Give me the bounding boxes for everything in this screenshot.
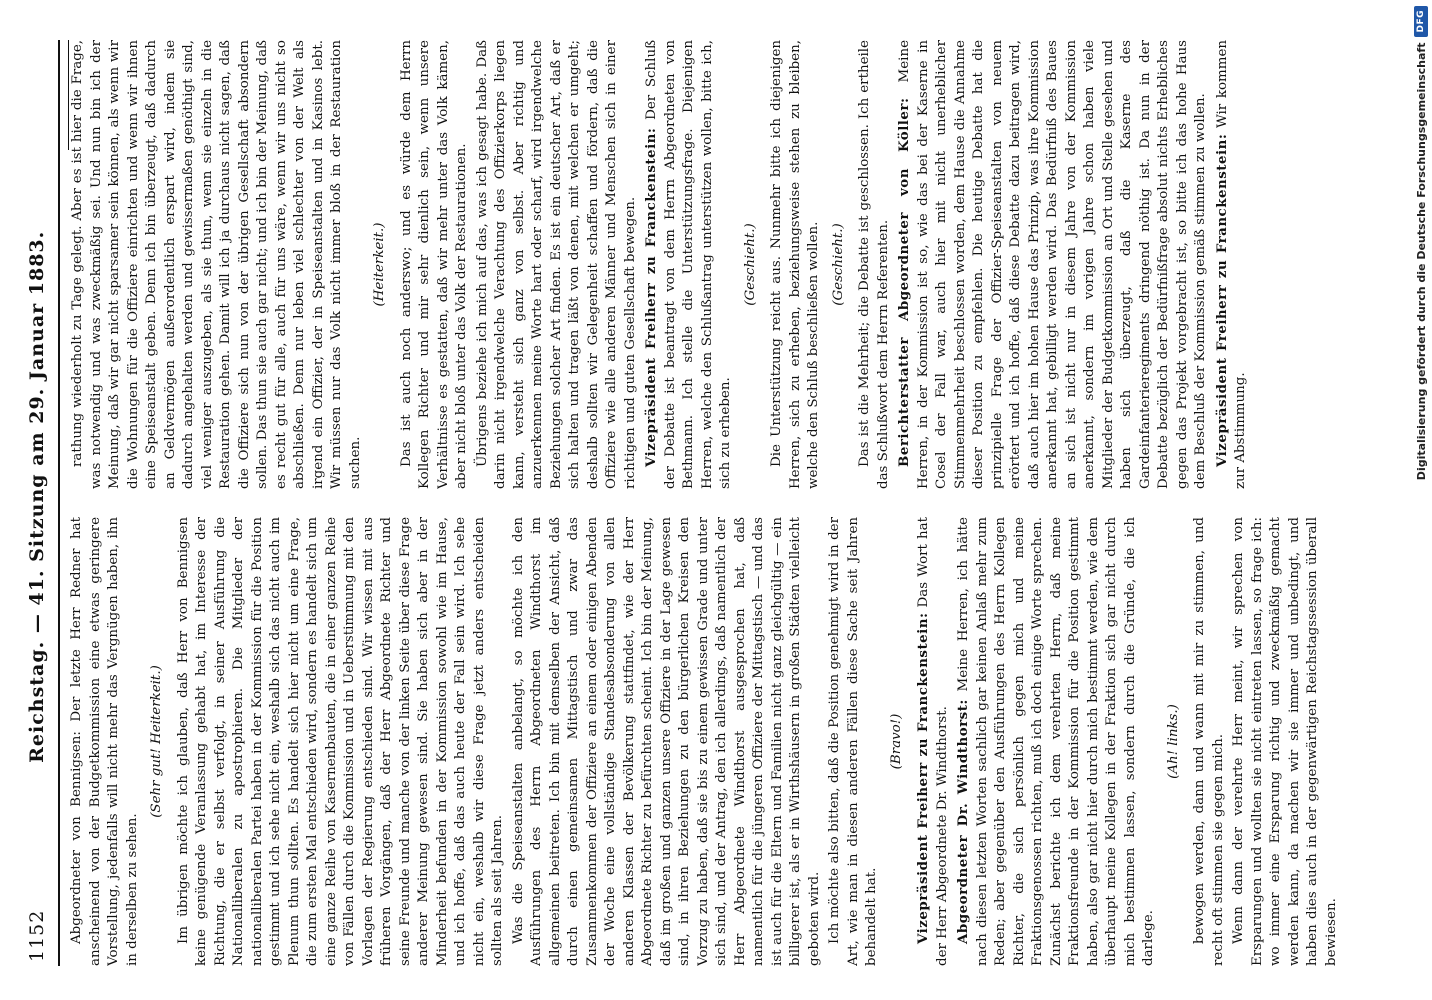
left-column: [68, 517, 1358, 966]
paragraph: [954, 517, 1159, 966]
paragraph-text: Der Schluß der Debatte ist beantragt von dem Herrn Abgeordneten von Bethmann. Ich stelle die Unterstützungsfrage. Diejenigen Herren, welche den Schlußantrag unterstützen wollen, bitte ich, sich zu erheben.: [644, 40, 733, 489]
page-title: Reichstag. — 41. Sitzung am 29. Januar 1883.: [26, 230, 48, 763]
paragraph: [768, 40, 824, 489]
right-column: [68, 40, 1358, 489]
dfg-logo: DFG: [1414, 6, 1428, 37]
speaker-name: Vizepräsident Freiherr zu Franckenstein:: [643, 127, 659, 467]
stage-direction: (Sehr gut! Heiterkeit.): [149, 665, 164, 818]
paragraph-text: Die Unterstützung reicht aus. Nunmehr bitte ich diejenigen Herren, sich zu erheben, beziehungsweise stehen zu bleiben, welche den Schluß beschließen wollen.: [769, 40, 821, 489]
stage-direction: (Geschieht.): [742, 223, 758, 306]
paragraph: [1213, 40, 1251, 489]
paragraph-text: Das Wort hat der Herr Abgeordnete Dr. Windthorst.: [916, 517, 950, 966]
paragraph-text: Abgeordneter von Bennigsen: Der letzte Herr Redner hat anscheinend von der Budgetkommission eine etwas geringere Vorstellung, jedenfalls will nicht mehr das Vergnügen haben, ihn in derselben zu sehen.: [69, 517, 140, 966]
speaker-name: Vizepräsident Freiherr zu Franckenstein:: [1213, 133, 1230, 467]
paragraph: [914, 517, 952, 966]
page-number: 1152: [26, 909, 48, 962]
paragraph-text: Meine Herren, in der Kommission ist so, wie das bei der Kaserne in Cosel der Fall war, auch hier mit nicht unerheblicher Stimmenmehrheit beschlossen worden, dem Hause die Annahme dieser Position zu empfehlen. Die heutige Debatte hat die prinzipielle Frage der Offizier-Speiseanstalten von neuem erörtert und ich hoffe, daß diese Debatte dazu beitragen wird, daß auch hier im hohen Hause das Prinzip, was ihre Kommission anerkannt hat, gebilligt werden wird. Das Bedürfniß des Baues an sich ist nicht nur in diesem Jahre von der Kommission anerkannt, sondern im vorigen Jahre schon haben viele Mitglieder der Budgetkommission an Ort und Stelle gesehen und haben sich überzeugt, daß die Kaserne des Gardeinfanterieregiments dringend nöthig ist. Da nun in der Debatte bezüglich der Bedürfnißfrage absolut nichts Erhebliches gegen das Projekt vorgebracht ist, so bitte ich das hohe Haus dem Beschluß der Kommission gemäß stimmen zu wollen.: [897, 40, 1208, 489]
stage-direction: (Geschieht.): [830, 223, 846, 306]
paragraph-text: Übrigens beziehe ich mich auf das, was ich gesagt habe. Daß darin nicht irgendwelche Verachtung des Offizierkorps liegen kann, versteht sich ganz von selbst. Aber richtig und anzuerkennen meine Worte hart oder scharf, wird irgendwelche Beziehungen solcher Art finden. Es ist ein deutscher Art, daß er sich halten und tragen läßt von denen, mit welchen er umgeht; deshalb sollten wir Gelegenheit schaffen und fördern, daß die Offiziere wie alle anderen Männer und Menschen sich in einer richtigen und guten Gesellschaft bewegen.: [474, 40, 638, 489]
paragraph: [69, 40, 365, 489]
paragraph-text: Im übrigen möchte ich glauben, daß Herr von Bennigsen keine genügende Veranlassung gehabt hat, im Interesse der Richtung, die er selbst verfolgt, in seiner Ausführung die Nationalliberalen zu apostrophieren. Die Mitglieder der nationalliberalen Partei haben in der Kommission für die Position gestimmt und ich sehe nicht ein, weshalb sich das nicht auch im Plenum thun sollten. Es handelt sich hier nicht um eine Frage, die zum ersten Mal entschieden wird, sondern es handelt sich um eine ganze Reihe von Kasernenbauten, die in einer ganzen Reihe von Fällen durch die Kommission und in Ueberstimmung mit den Vorlagen der Regierung entschieden sind. Wir wissen mit aus früheren Vorgängen, daß der Herr Abgeordnete Richter und seine Freunde und manche von der linken Seite über diese Frage anderer Meinung gewesen sind. Sie haben sich aber in der Minderheit befunden in der Kommission sowohl wie im Hause, und ich hoffe, daß das auch heute der Fall sein wird. Ich sehe nicht ein, weshalb wir diese Frage jetzt anders entscheiden sollten als seit Jahren.: [175, 517, 505, 966]
paragraph-text: Das ist die Mehrheit; die Debatte ist geschlossen. Ich ertheile das Schlußwort dem Herrn Referenten.: [857, 40, 891, 489]
speaker-name: Vizepräsident Freiherr zu Franckenstein:: [915, 612, 931, 944]
paragraph: [826, 517, 882, 966]
page-header: [26, 40, 60, 966]
speaker-name: Abgeordneter Dr. Windthorst:: [955, 699, 971, 944]
digitization-credit-strip: [1410, 0, 1432, 1000]
speaker-name: Berichterstatter Abgeordneter von Köller:: [896, 97, 912, 467]
paragraph: [1191, 517, 1228, 966]
paragraph-text: Das ist auch noch anderswo; und es würde dem Herrn Kollegen Richter und mir sehr dienlich sein, wenn unsere Verhältnisse es gestatten, daß wir mehr unter das Volk kämen, aber nicht bloß unter das Volk der Restaurationen.: [398, 40, 469, 489]
paragraph: [856, 40, 893, 489]
paragraph: [642, 40, 736, 489]
paragraph-text: Ich möchte also bitten, daß die Position genehmigt wird in der Art, wie man in diesen anderen Fällen diese Sache seit Jahren behandelt hat.: [827, 517, 879, 966]
paragraph-text: bewogen werden, dann und wann mit mir zu stimmen, und recht oft stimmen sie gegen mich.: [1192, 517, 1226, 966]
paragraph: [398, 40, 472, 489]
paragraph-text: Wir kommen zur Abstimmung.: [1214, 40, 1248, 489]
text-columns: [68, 40, 1358, 966]
stage-direction: (Bravo!): [888, 713, 904, 770]
paragraph: [1230, 517, 1341, 966]
stage-direction: (Heiterkeit.): [372, 222, 387, 307]
digitization-credit: Digitalisierung gefördert durch die Deutsche Forschungsgemeinschaft: [1414, 42, 1428, 481]
paragraph: [68, 517, 142, 966]
paragraph-text: Wenn dann der verehrte Herr meint, wir sprechen von Ersparungen und wollten sie nicht eintreten lassen, so frage ich: wo immer eine Ersparung richtig und zweckmäßig gemacht werden kann, da machen wir sie immer und unbedingt, und haben dies auch in der gegenwärtigen Reichstagssession überall bewiesen.: [1231, 517, 1339, 966]
stage-direction: (Ah! links.): [1165, 704, 1181, 779]
paragraph-text: Meine Herren, ich hätte nach diesen letzten Worten sachlich gar keinen Anlaß mehr zum Reden; aber gegenüber den Ausführungen des Herrn Kollegen Richter, die sich persönlich gegen mich und meine Fraktionsgenossen richten, muß ich doch einige Worte sprechen. Zunächst berichte ich dem verehrten Herrn, daß meine Fraktionsfreunde in der Kommission für die Position gestimmt haben, also gar nicht hier durch mich bestimmt werden, wie dem überhaupt meine Kollegen in der Fraktion sich gar nicht durch mich bestimmen lassen, sondern durch die Gründe, die ich darlege.: [956, 517, 1156, 966]
paragraph: [510, 517, 825, 966]
paragraph: [474, 40, 641, 489]
paragraph-text: rathung wiederholt zu Tage gelegt. Aber es ist hier die Frage, was notwendig und was zweckmäßig sei. Und nun bin ich der Meinung, daß wir gar nicht sparsamer sein können, als wenn wir die Wohnungen für die Offiziere einrichten und wenn wir ihnen eine Speiseanstalt geben. Denn ich bin überzeugt, daß dadurch an Geldvermögen außerordentlich erspart wird, indem sie dadurch angehalten werden und gewissermaßen genöthigt sind, viel weniger auszugeben, als sie thun, wenn sie einzeln in die Restauration gehen. Damit will ich ja durchaus nicht sagen, daß die Offiziere sich nun von der übrigen Gesellschaft absondern sollen. Das thun sie auch gar nicht; und ich bin der Meinung, daß es recht gut für alle, auch für uns wäre, wenn wir uns nicht so abschließen. Denn nur leben viel schlechter von der Welt als irgend ein Offizier, der in Speiseanstalten und in Kasinos lebt. Wir müssen nur das Volk nicht immer bloß in der Restauration suchen.: [70, 40, 363, 489]
paragraph: [895, 40, 1211, 489]
paragraph-text: Was die Speiseanstalten anbelangt, so möchte ich den Ausführungen des Herrn Abgeordneten Windthorst im allgemeinen beitreten. Ich bin mit demselben der Ansicht, daß durch einen gemeinsamen Mittagstisch und zwar das Zusammenkommen der Offiziere an einem oder einigen Abenden der Woche eine vollständige Standesabsonderung von allen anderen Klassen der Bevölkerung stattfindet, wie der Herr Abgeordnete Richter zu befürchten scheint. Ich bin der Meinung, daß im großen und ganzen unsere Offiziere in der Lage gewesen sind, in ihren Beziehungen zu den bürgerlichen Kreisen den Vorzug zu haben, daß sie bis zu einem gewissen Grade und unter sich sind, und der Antrag, den ich allerdings, daß namentlich der Herr Abgeordnete Windthorst ausgesprochen hat, daß namentlich für die jüngeren Offiziere der Mittagstisch — und das ist auch für die Eltern und Familien nicht ganz gleichgültig — ein billigerer ist, als er in Wirthshäusern in großen Städten vielleicht geboten wird.: [510, 517, 822, 966]
paragraph: [175, 517, 508, 966]
